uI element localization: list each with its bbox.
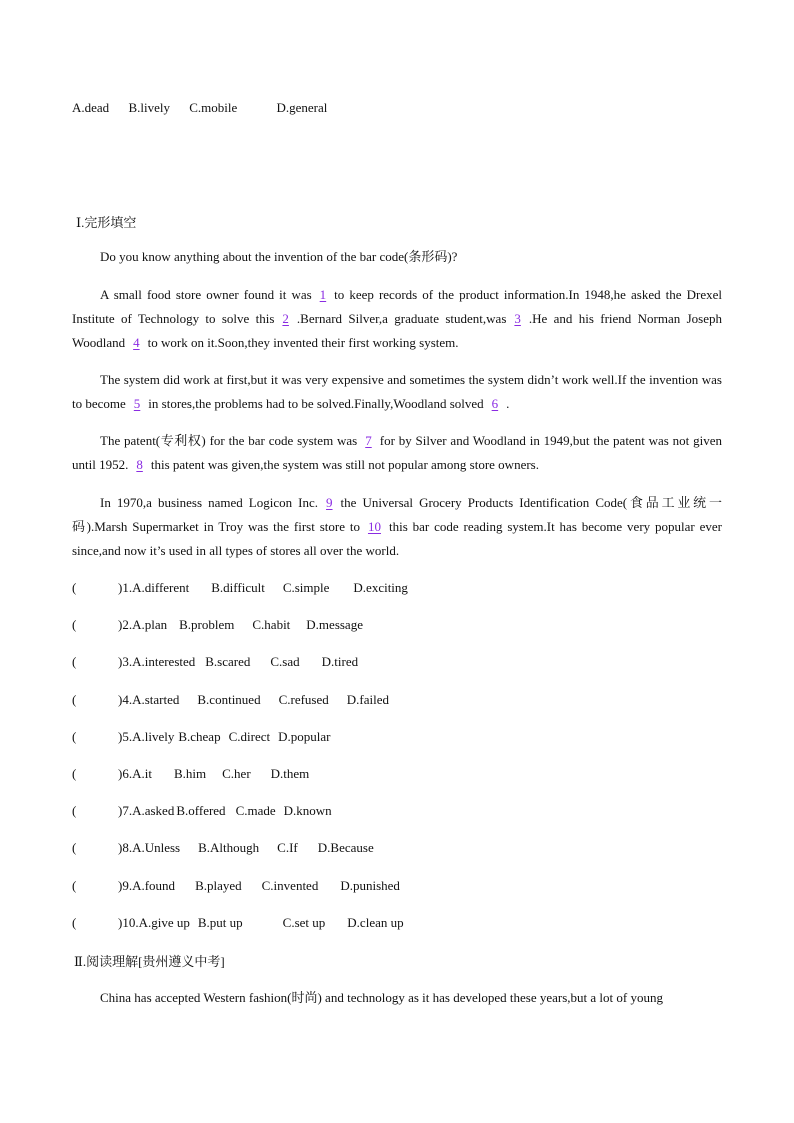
question-number: )5. — [118, 728, 133, 744]
passage-text: this patent was given,the system was still not popular among store owners. — [150, 457, 539, 472]
section-heading: Ⅱ.阅读理解[贵州遵义中考] — [74, 954, 225, 969]
option-b: B.Although — [198, 840, 260, 856]
blank-number: 5 — [133, 396, 141, 411]
passage-text: .He and his friend Norman Joseph Woodland — [72, 311, 722, 350]
question-row — [72, 617, 363, 633]
answer-paren[interactable]: ( — [72, 728, 77, 744]
question-number: )8. — [118, 840, 133, 856]
option-a: A.it — [132, 766, 152, 781]
option-c: C.made — [235, 803, 276, 819]
option-a: A.found — [132, 877, 176, 893]
answer-paren[interactable]: ( — [72, 580, 77, 595]
question-row — [72, 580, 408, 596]
option-a: A.different — [132, 580, 190, 595]
option-b: B.problem — [179, 617, 235, 633]
option-c: C.simple — [282, 580, 330, 595]
answer-paren[interactable]: ( — [72, 691, 77, 707]
option-b: B.difficult — [211, 580, 265, 595]
option-d: D.known — [283, 803, 332, 819]
question-row — [72, 878, 400, 894]
paragraph-4 — [72, 491, 722, 563]
option: A.dead — [72, 100, 110, 115]
blank-number: 6 — [491, 396, 499, 411]
option-d: D.popular — [278, 728, 331, 744]
passage-text: to work on it.Soon,they invented their first working system. — [147, 335, 459, 350]
question-number: )7. — [118, 803, 133, 819]
blank-number: 9 — [326, 495, 333, 510]
blank-number: 10 — [367, 519, 381, 534]
passage-text: In 1970,a business named Logicon Inc. — [100, 495, 319, 510]
option-c: C.refused — [278, 691, 329, 707]
option-c: C.direct — [228, 728, 271, 744]
option-c: C.invented — [261, 877, 319, 893]
option-d: D.them — [270, 766, 310, 781]
question-number: )10. — [118, 914, 139, 930]
option-c: C.set up — [282, 914, 326, 930]
intro-paragraph — [72, 245, 722, 269]
option-d: D.clean up — [347, 914, 404, 930]
option-b: B.offered — [176, 803, 226, 819]
option-d: D.Because — [317, 840, 374, 856]
option-a: A.interested — [132, 654, 196, 670]
option-d: D.exciting — [353, 580, 408, 595]
option-b: B.played — [195, 877, 242, 893]
option-c: C.If — [277, 840, 298, 856]
option-b: B.continued — [197, 691, 261, 707]
question-number: )6. — [118, 766, 133, 781]
answer-paren[interactable]: ( — [72, 877, 77, 893]
question-number: )9. — [118, 877, 133, 893]
option-b: B.scared — [205, 654, 251, 670]
question-row — [72, 729, 330, 745]
option-c: C.her — [222, 766, 251, 781]
option: C.mobile — [189, 100, 238, 115]
question-number: )1. — [118, 580, 133, 595]
answer-paren[interactable]: ( — [72, 617, 77, 633]
answer-paren[interactable]: ( — [72, 914, 77, 930]
option-a: A.give up — [138, 914, 190, 930]
option-a: A.asked — [132, 803, 175, 819]
question-row — [72, 803, 332, 819]
passage-text: The system did work at first,but it was very expensive and sometimes the system didn’t work well.If the invention was to become — [72, 372, 722, 411]
option-d: D.message — [306, 617, 363, 633]
option: B.lively — [128, 100, 170, 115]
option-a: A.plan — [132, 617, 168, 633]
paragraph-2 — [72, 368, 722, 416]
passage-text: in stores,the problems had to be solved.Finally,Woodland solved — [148, 396, 484, 411]
question-row — [72, 766, 309, 782]
option-c: C.habit — [252, 617, 291, 633]
reading-paragraph — [72, 986, 722, 1010]
question-row — [72, 692, 389, 708]
blank-number: 4 — [133, 335, 140, 350]
option-b: B.cheap — [178, 728, 221, 744]
option-b: B.him — [173, 766, 207, 781]
answer-paren[interactable]: ( — [72, 840, 77, 856]
question-number: )4. — [118, 691, 133, 707]
passage-text: China has accepted Western fashion(时尚) and technology as it has developed these years,but a lot of young — [100, 990, 663, 1005]
option-b: B.put up — [197, 914, 243, 930]
option: D.general — [276, 100, 328, 115]
blank-number: 7 — [365, 433, 372, 448]
passage-text: The patent(专利权) for the bar code system was — [100, 433, 358, 448]
option-a: A.lively — [132, 728, 175, 744]
passage-text: . — [506, 396, 510, 411]
option-a: A.Unless — [132, 840, 181, 856]
intro-text: Do you know anything about the invention of the bar code(条形码)? — [100, 249, 458, 264]
paragraph-3 — [72, 429, 722, 477]
passage-text: .Bernard Silver,a graduate student,was — [296, 311, 507, 326]
blank-number: 1 — [319, 287, 327, 302]
option-a: A.started — [132, 691, 180, 707]
blank-number: 2 — [282, 311, 289, 326]
passage-text: A small food store owner found it was — [100, 287, 312, 302]
blank-number: 3 — [514, 311, 521, 326]
option-d: D.tired — [321, 654, 359, 670]
answer-paren[interactable]: ( — [72, 803, 77, 819]
option-d: D.punished — [340, 877, 400, 893]
option-d: D.failed — [346, 691, 389, 707]
question-row — [72, 915, 404, 931]
blank-number: 8 — [136, 457, 143, 472]
question-row — [72, 840, 374, 856]
answer-paren[interactable]: ( — [72, 766, 77, 781]
question-row — [72, 654, 358, 670]
passage-text: to keep records of the product information.In 1948,he asked the Drexel Institute of Technology to solve this — [72, 287, 722, 326]
passage-text: this bar code reading system.It has become very popular ever since,and now it’s used in all types of stores all over the world. — [72, 519, 722, 558]
section-heading: Ⅰ.完形填空 — [76, 215, 137, 230]
passage-text: the Universal Grocery Products Identification Code(食品工业统一码).Marsh Supermarket in Troy was the first store to — [72, 495, 722, 534]
question-number: )3. — [118, 654, 133, 670]
paragraph-1 — [72, 283, 722, 355]
passage-text: for by Silver and Woodland in 1949,but the patent was not given until 1952. — [72, 433, 722, 472]
top-options-line — [72, 100, 341, 116]
question-number: )2. — [118, 617, 133, 633]
answer-paren[interactable]: ( — [72, 654, 77, 670]
option-c: C.sad — [270, 654, 300, 670]
